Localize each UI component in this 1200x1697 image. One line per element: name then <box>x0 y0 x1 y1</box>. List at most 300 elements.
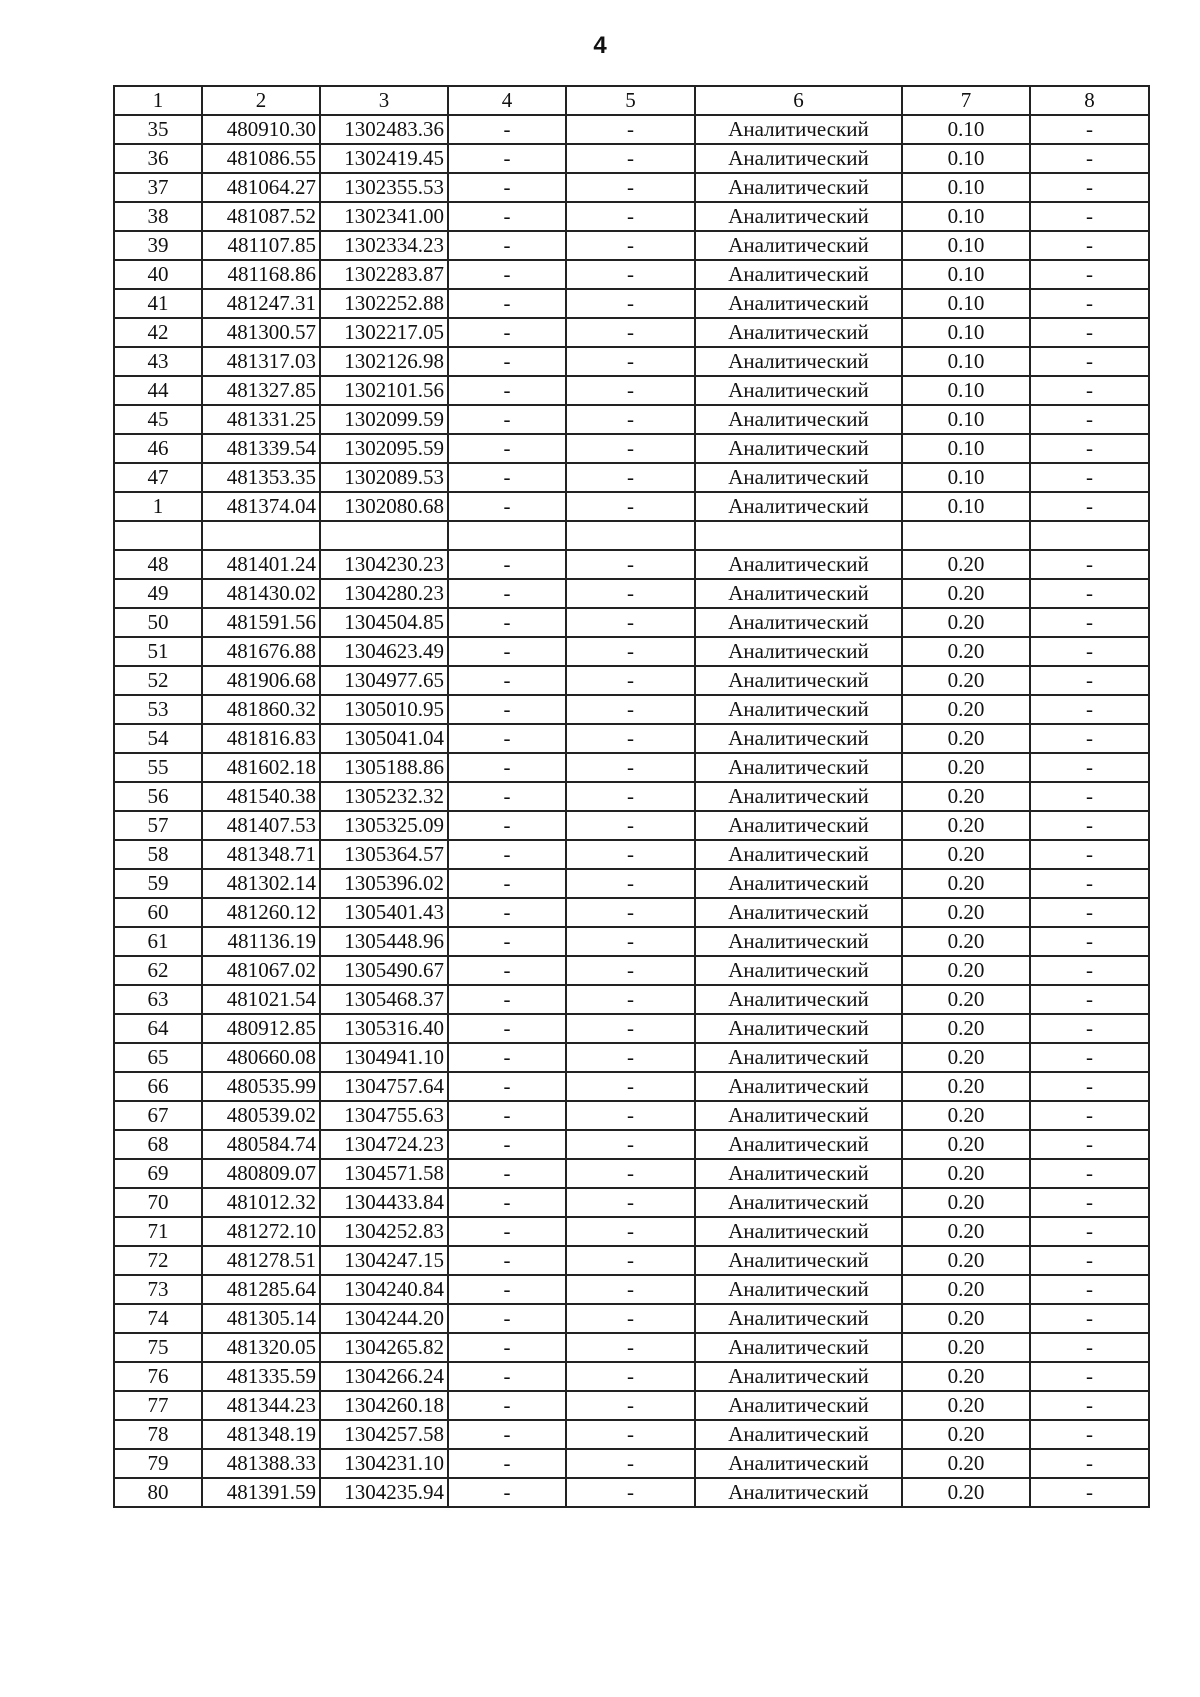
accuracy-cell: 0.20 <box>902 695 1030 724</box>
col-8-cell: - <box>1030 260 1149 289</box>
col-5-cell: - <box>566 1101 695 1130</box>
coord-y-cell: 1304240.84 <box>320 1275 448 1304</box>
coord-x-cell: 481591.56 <box>202 608 320 637</box>
col-5-cell: - <box>566 1072 695 1101</box>
accuracy-cell: 0.10 <box>902 492 1030 521</box>
col-5-cell: - <box>566 985 695 1014</box>
col-8-cell: - <box>1030 1391 1149 1420</box>
table-row <box>114 985 1149 1014</box>
accuracy-cell: 0.20 <box>902 579 1030 608</box>
point-number-cell: 53 <box>114 695 202 724</box>
col-8-cell: - <box>1030 376 1149 405</box>
point-number-cell: 52 <box>114 666 202 695</box>
col-8-cell: - <box>1030 463 1149 492</box>
coord-x-cell: 481353.35 <box>202 463 320 492</box>
coord-x-cell: 481320.05 <box>202 1333 320 1362</box>
point-number-cell: 68 <box>114 1130 202 1159</box>
col-4-cell: - <box>448 695 566 724</box>
col-5-cell: - <box>566 347 695 376</box>
coord-y-cell: 1302080.68 <box>320 492 448 521</box>
method-cell <box>695 521 902 550</box>
point-number-cell: 57 <box>114 811 202 840</box>
coord-x-cell: 481339.54 <box>202 434 320 463</box>
point-number-cell: 47 <box>114 463 202 492</box>
accuracy-cell: 0.20 <box>902 869 1030 898</box>
coord-y-cell: 1305316.40 <box>320 1014 448 1043</box>
point-number-cell: 38 <box>114 202 202 231</box>
coord-y-cell: 1304941.10 <box>320 1043 448 1072</box>
col-8-cell: - <box>1030 347 1149 376</box>
coord-x-cell <box>202 521 320 550</box>
accuracy-cell: 0.20 <box>902 1449 1030 1478</box>
point-number-cell: 69 <box>114 1159 202 1188</box>
column-header-2: 2 <box>202 86 320 115</box>
accuracy-cell: 0.10 <box>902 347 1030 376</box>
col-4-cell: - <box>448 1130 566 1159</box>
col-5-cell: - <box>566 1333 695 1362</box>
coord-y-cell: 1304260.18 <box>320 1391 448 1420</box>
point-number-cell: 40 <box>114 260 202 289</box>
col-4-cell: - <box>448 898 566 927</box>
accuracy-cell: 0.10 <box>902 260 1030 289</box>
coord-x-cell: 481348.19 <box>202 1420 320 1449</box>
coord-y-cell: 1304247.15 <box>320 1246 448 1275</box>
accuracy-cell: 0.10 <box>902 202 1030 231</box>
coord-y-cell <box>320 521 448 550</box>
method-cell: Аналитический <box>695 753 902 782</box>
accuracy-cell: 0.20 <box>902 1159 1030 1188</box>
col-4-cell: - <box>448 579 566 608</box>
coord-y-cell: 1304433.84 <box>320 1188 448 1217</box>
col-8-cell: - <box>1030 869 1149 898</box>
table-row <box>114 550 1149 579</box>
table-row <box>114 173 1149 202</box>
coord-y-cell: 1304571.58 <box>320 1159 448 1188</box>
column-header-3: 3 <box>320 86 448 115</box>
coord-x-cell: 481302.14 <box>202 869 320 898</box>
accuracy-cell: 0.20 <box>902 753 1030 782</box>
table-row <box>114 840 1149 869</box>
table-row <box>114 202 1149 231</box>
col-8-cell: - <box>1030 1101 1149 1130</box>
accuracy-cell: 0.20 <box>902 637 1030 666</box>
col-8-cell: - <box>1030 840 1149 869</box>
method-cell: Аналитический <box>695 1275 902 1304</box>
table-row <box>114 405 1149 434</box>
accuracy-cell: 0.10 <box>902 289 1030 318</box>
col-8-cell: - <box>1030 1333 1149 1362</box>
col-4-cell: - <box>448 260 566 289</box>
col-5-cell: - <box>566 898 695 927</box>
method-cell: Аналитический <box>695 608 902 637</box>
col-5-cell: - <box>566 1275 695 1304</box>
coord-x-cell: 481021.54 <box>202 985 320 1014</box>
col-4-cell: - <box>448 637 566 666</box>
col-5-cell: - <box>566 289 695 318</box>
table-row <box>114 579 1149 608</box>
col-8-cell: - <box>1030 1072 1149 1101</box>
method-cell: Аналитический <box>695 927 902 956</box>
col-4-cell: - <box>448 608 566 637</box>
coord-y-cell: 1304724.23 <box>320 1130 448 1159</box>
col-8-cell: - <box>1030 434 1149 463</box>
point-number-cell: 45 <box>114 405 202 434</box>
point-number-cell: 72 <box>114 1246 202 1275</box>
method-cell: Аналитический <box>695 1478 902 1507</box>
coord-y-cell: 1302089.53 <box>320 463 448 492</box>
coord-x-cell: 481168.86 <box>202 260 320 289</box>
col-8-cell: - <box>1030 985 1149 1014</box>
col-5-cell: - <box>566 666 695 695</box>
coord-y-cell: 1305448.96 <box>320 927 448 956</box>
table-row <box>114 1130 1149 1159</box>
col-8-cell: - <box>1030 318 1149 347</box>
column-header-8: 8 <box>1030 86 1149 115</box>
coord-y-cell: 1305396.02 <box>320 869 448 898</box>
column-header-1: 1 <box>114 86 202 115</box>
coord-y-cell: 1304231.10 <box>320 1449 448 1478</box>
method-cell: Аналитический <box>695 956 902 985</box>
table-row <box>114 724 1149 753</box>
col-8-cell: - <box>1030 579 1149 608</box>
col-5-cell: - <box>566 579 695 608</box>
col-8-cell: - <box>1030 492 1149 521</box>
method-cell: Аналитический <box>695 1362 902 1391</box>
coord-y-cell: 1304265.82 <box>320 1333 448 1362</box>
coord-x-cell: 481602.18 <box>202 753 320 782</box>
point-number-cell: 61 <box>114 927 202 956</box>
method-cell: Аналитический <box>695 231 902 260</box>
method-cell: Аналитический <box>695 1159 902 1188</box>
col-4-cell: - <box>448 840 566 869</box>
method-cell: Аналитический <box>695 115 902 144</box>
col-4-cell: - <box>448 1304 566 1333</box>
col-5-cell: - <box>566 782 695 811</box>
point-number-cell: 41 <box>114 289 202 318</box>
method-cell: Аналитический <box>695 260 902 289</box>
accuracy-cell: 0.10 <box>902 463 1030 492</box>
table-row <box>114 318 1149 347</box>
col-4-cell: - <box>448 811 566 840</box>
accuracy-cell: 0.20 <box>902 782 1030 811</box>
col-8-cell: - <box>1030 1362 1149 1391</box>
coord-y-cell: 1302334.23 <box>320 231 448 260</box>
point-number-cell: 58 <box>114 840 202 869</box>
table-row <box>114 1101 1149 1130</box>
table-row <box>114 1362 1149 1391</box>
point-number-cell: 67 <box>114 1101 202 1130</box>
col-5-cell: - <box>566 318 695 347</box>
method-cell: Аналитический <box>695 1391 902 1420</box>
coord-y-cell: 1302283.87 <box>320 260 448 289</box>
col-4-cell: - <box>448 1333 566 1362</box>
accuracy-cell: 0.20 <box>902 898 1030 927</box>
table-row <box>114 347 1149 376</box>
col-8-cell: - <box>1030 231 1149 260</box>
col-4-cell: - <box>448 1101 566 1130</box>
table-row <box>114 1420 1149 1449</box>
table-row <box>114 956 1149 985</box>
point-number-cell: 70 <box>114 1188 202 1217</box>
method-cell: Аналитический <box>695 289 902 318</box>
method-cell: Аналитический <box>695 1304 902 1333</box>
col-5-cell: - <box>566 608 695 637</box>
coord-x-cell: 481260.12 <box>202 898 320 927</box>
coord-x-cell: 481285.64 <box>202 1275 320 1304</box>
col-8-cell: - <box>1030 405 1149 434</box>
accuracy-cell: 0.20 <box>902 550 1030 579</box>
point-number-cell: 44 <box>114 376 202 405</box>
table-row <box>114 1043 1149 1072</box>
table-row <box>114 1072 1149 1101</box>
col-4-cell: - <box>448 318 566 347</box>
column-header-7: 7 <box>902 86 1030 115</box>
col-4-cell: - <box>448 724 566 753</box>
method-cell: Аналитический <box>695 434 902 463</box>
col-4-cell: - <box>448 1275 566 1304</box>
col-5-cell: - <box>566 1304 695 1333</box>
col-5-cell: - <box>566 144 695 173</box>
col-8-cell: - <box>1030 1304 1149 1333</box>
coord-x-cell: 480809.07 <box>202 1159 320 1188</box>
coord-x-cell: 481086.55 <box>202 144 320 173</box>
coord-y-cell: 1305490.67 <box>320 956 448 985</box>
accuracy-cell: 0.10 <box>902 115 1030 144</box>
coord-y-cell: 1304230.23 <box>320 550 448 579</box>
coord-y-cell: 1302101.56 <box>320 376 448 405</box>
method-cell: Аналитический <box>695 318 902 347</box>
col-4-cell: - <box>448 173 566 202</box>
table-row <box>114 811 1149 840</box>
point-number-cell: 1 <box>114 492 202 521</box>
coord-x-cell: 481401.24 <box>202 550 320 579</box>
col-4-cell: - <box>448 550 566 579</box>
accuracy-cell: 0.20 <box>902 1478 1030 1507</box>
point-number-cell: 60 <box>114 898 202 927</box>
coord-y-cell: 1302355.53 <box>320 173 448 202</box>
method-cell: Аналитический <box>695 405 902 434</box>
coord-y-cell: 1305041.04 <box>320 724 448 753</box>
col-4-cell: - <box>448 1072 566 1101</box>
point-number-cell: 59 <box>114 869 202 898</box>
col-8-cell: - <box>1030 724 1149 753</box>
coord-x-cell: 481860.32 <box>202 695 320 724</box>
method-cell: Аналитический <box>695 550 902 579</box>
point-number-cell: 64 <box>114 1014 202 1043</box>
table-row <box>114 1014 1149 1043</box>
table-row <box>114 753 1149 782</box>
col-8-cell: - <box>1030 956 1149 985</box>
col-4-cell: - <box>448 1217 566 1246</box>
table-row <box>114 115 1149 144</box>
table-row <box>114 376 1149 405</box>
coord-x-cell: 481430.02 <box>202 579 320 608</box>
accuracy-cell: 0.20 <box>902 840 1030 869</box>
method-cell: Аналитический <box>695 1246 902 1275</box>
table-row <box>114 1246 1149 1275</box>
coordinates-table <box>113 85 1150 1508</box>
col-4-cell: - <box>448 666 566 695</box>
accuracy-cell: 0.10 <box>902 434 1030 463</box>
coord-x-cell: 481317.03 <box>202 347 320 376</box>
col-5-cell: - <box>566 1217 695 1246</box>
accuracy-cell <box>902 521 1030 550</box>
col-8-cell: - <box>1030 753 1149 782</box>
col-4-cell: - <box>448 463 566 492</box>
table-row <box>114 1304 1149 1333</box>
accuracy-cell: 0.20 <box>902 1246 1030 1275</box>
table-row <box>114 637 1149 666</box>
col-8-cell: - <box>1030 1130 1149 1159</box>
accuracy-cell: 0.20 <box>902 1043 1030 1072</box>
accuracy-cell: 0.20 <box>902 1217 1030 1246</box>
point-number-cell: 39 <box>114 231 202 260</box>
col-4-cell: - <box>448 1362 566 1391</box>
coord-x-cell: 481107.85 <box>202 231 320 260</box>
method-cell: Аналитический <box>695 376 902 405</box>
col-5-cell: - <box>566 637 695 666</box>
point-number-cell: 73 <box>114 1275 202 1304</box>
col-5-cell: - <box>566 434 695 463</box>
coord-y-cell: 1302217.05 <box>320 318 448 347</box>
table-row <box>114 898 1149 927</box>
col-8-cell: - <box>1030 144 1149 173</box>
coord-y-cell: 1302483.36 <box>320 115 448 144</box>
method-cell: Аналитический <box>695 579 902 608</box>
col-5-cell: - <box>566 173 695 202</box>
coord-x-cell: 481136.19 <box>202 927 320 956</box>
coord-y-cell: 1304623.49 <box>320 637 448 666</box>
coord-y-cell: 1302252.88 <box>320 289 448 318</box>
table-row <box>114 1449 1149 1478</box>
col-5-cell: - <box>566 811 695 840</box>
point-number-cell: 50 <box>114 608 202 637</box>
table-row <box>114 1333 1149 1362</box>
col-4-cell: - <box>448 1043 566 1072</box>
method-cell: Аналитический <box>695 202 902 231</box>
col-4-cell: - <box>448 1159 566 1188</box>
coord-x-cell: 481348.71 <box>202 840 320 869</box>
coord-x-cell: 481064.27 <box>202 173 320 202</box>
method-cell: Аналитический <box>695 869 902 898</box>
column-header-6: 6 <box>695 86 902 115</box>
col-5-cell: - <box>566 550 695 579</box>
accuracy-cell: 0.20 <box>902 1391 1030 1420</box>
coord-y-cell: 1304280.23 <box>320 579 448 608</box>
table-row <box>114 1391 1149 1420</box>
method-cell: Аналитический <box>695 637 902 666</box>
coord-x-cell: 481906.68 <box>202 666 320 695</box>
method-cell: Аналитический <box>695 1449 902 1478</box>
col-5-cell: - <box>566 1449 695 1478</box>
col-5-cell: - <box>566 1391 695 1420</box>
col-4-cell: - <box>448 289 566 318</box>
col-5-cell <box>566 521 695 550</box>
method-cell: Аналитический <box>695 144 902 173</box>
point-number-cell: 62 <box>114 956 202 985</box>
col-5-cell: - <box>566 840 695 869</box>
coord-x-cell: 481388.33 <box>202 1449 320 1478</box>
col-8-cell: - <box>1030 927 1149 956</box>
table-row <box>114 144 1149 173</box>
coord-y-cell: 1305010.95 <box>320 695 448 724</box>
coord-y-cell: 1302419.45 <box>320 144 448 173</box>
table-row <box>114 1159 1149 1188</box>
method-cell: Аналитический <box>695 1217 902 1246</box>
accuracy-cell: 0.10 <box>902 376 1030 405</box>
method-cell: Аналитический <box>695 898 902 927</box>
table-row <box>114 1478 1149 1507</box>
col-8-cell: - <box>1030 1014 1149 1043</box>
table-row <box>114 695 1149 724</box>
coord-y-cell: 1304266.24 <box>320 1362 448 1391</box>
coord-y-cell: 1305468.37 <box>320 985 448 1014</box>
method-cell: Аналитический <box>695 492 902 521</box>
accuracy-cell: 0.10 <box>902 318 1030 347</box>
column-header-5: 5 <box>566 86 695 115</box>
coord-x-cell: 481335.59 <box>202 1362 320 1391</box>
point-number-cell: 63 <box>114 985 202 1014</box>
point-number-cell: 43 <box>114 347 202 376</box>
method-cell: Аналитический <box>695 1072 902 1101</box>
table-row <box>114 608 1149 637</box>
col-5-cell: - <box>566 405 695 434</box>
coord-y-cell: 1305364.57 <box>320 840 448 869</box>
col-5-cell: - <box>566 231 695 260</box>
method-cell: Аналитический <box>695 1043 902 1072</box>
coord-y-cell: 1305188.86 <box>320 753 448 782</box>
col-4-cell: - <box>448 1246 566 1275</box>
coord-x-cell: 481305.14 <box>202 1304 320 1333</box>
col-8-cell: - <box>1030 202 1149 231</box>
method-cell: Аналитический <box>695 666 902 695</box>
accuracy-cell: 0.20 <box>902 1362 1030 1391</box>
col-4-cell: - <box>448 1449 566 1478</box>
table-row <box>114 289 1149 318</box>
col-8-cell: - <box>1030 608 1149 637</box>
coord-x-cell: 481374.04 <box>202 492 320 521</box>
table-row <box>114 231 1149 260</box>
col-8-cell: - <box>1030 1246 1149 1275</box>
col-5-cell: - <box>566 695 695 724</box>
table-row <box>114 260 1149 289</box>
method-cell: Аналитический <box>695 1333 902 1362</box>
col-5-cell: - <box>566 927 695 956</box>
col-4-cell: - <box>448 1014 566 1043</box>
col-4-cell: - <box>448 115 566 144</box>
coord-y-cell: 1304504.85 <box>320 608 448 637</box>
col-8-cell: - <box>1030 1449 1149 1478</box>
coord-x-cell: 481247.31 <box>202 289 320 318</box>
accuracy-cell: 0.20 <box>902 724 1030 753</box>
method-cell: Аналитический <box>695 1188 902 1217</box>
col-5-cell: - <box>566 1478 695 1507</box>
col-8-cell: - <box>1030 550 1149 579</box>
accuracy-cell: 0.20 <box>902 956 1030 985</box>
coord-x-cell: 480584.74 <box>202 1130 320 1159</box>
column-header-4: 4 <box>448 86 566 115</box>
col-5-cell: - <box>566 724 695 753</box>
col-8-cell: - <box>1030 695 1149 724</box>
accuracy-cell: 0.20 <box>902 811 1030 840</box>
table-row <box>114 434 1149 463</box>
table-body <box>114 115 1149 1507</box>
point-number-cell: 74 <box>114 1304 202 1333</box>
coord-y-cell: 1304257.58 <box>320 1420 448 1449</box>
coord-x-cell: 481344.23 <box>202 1391 320 1420</box>
col-4-cell: - <box>448 347 566 376</box>
point-number-cell: 46 <box>114 434 202 463</box>
